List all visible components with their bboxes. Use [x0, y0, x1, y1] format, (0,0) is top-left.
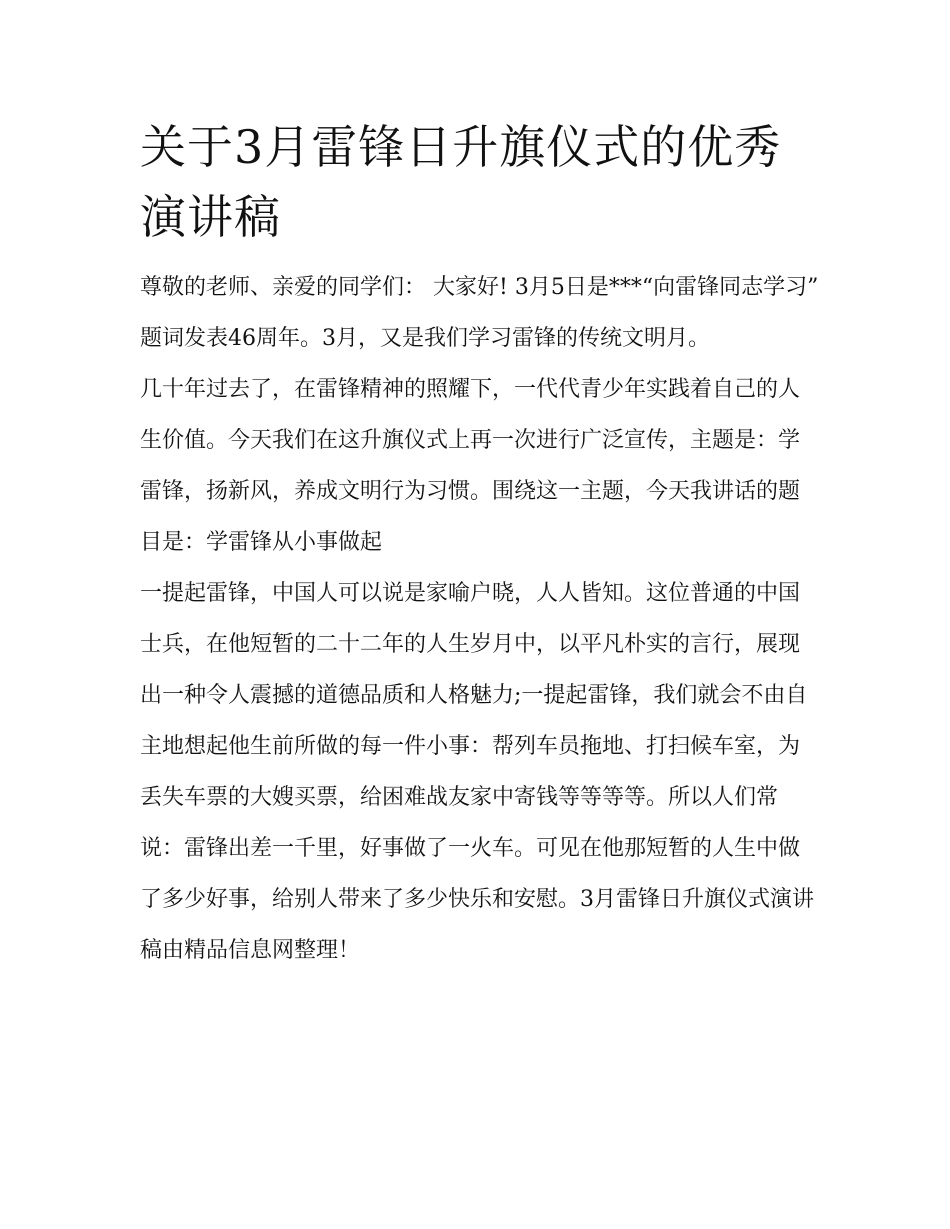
paragraph-anniversary: 题词发表46周年。3月，又是我们学习雷锋的传统文明月。: [140, 326, 710, 351]
paragraph-leifeng-story: 一提起雷锋，中国人可以说是家喻户晓，人人皆知。这位普通的中国士兵，在他短暂的二十二年的人生岁月中，以平凡朴实的言行，展现出一种令人震撼的道德品质和人格魅力;一提起雷锋，我们就会不由自主地想起他生前所做的每一件小事：帮列车员拖地、打扫候车室，为丢失车票的大嫂买票，给困难战友家中寄钱等等等等。所以人们常说：雷锋出差一千里，好事做了一火车。可见在他那短暂的人生中做了多少好事，给别人带来了多少快乐和安慰。3月雷锋日升旗仪式演讲稿由精品信息网整理！: [140, 581, 814, 963]
document-title: 关于3月雷锋日升旗仪式的优秀演讲稿: [140, 120, 782, 244]
paragraph-theme: 几十年过去了，在雷锋精神的照耀下，一代代青少年实践着自己的人生价值。今天我们在这升旗仪式上再一次进行广泛宣传，主题是：学雷锋，扬新风，养成文明行为习惯。围绕这一主题，今天我讲话的题目是：学雷锋从小事做起: [140, 377, 801, 555]
document-body: [140, 112, 820, 976]
paragraph-greeting: 尊敬的老师、亲爱的同学们： 大家好! 3月5日是***“向雷锋同志学习”: [140, 275, 819, 300]
